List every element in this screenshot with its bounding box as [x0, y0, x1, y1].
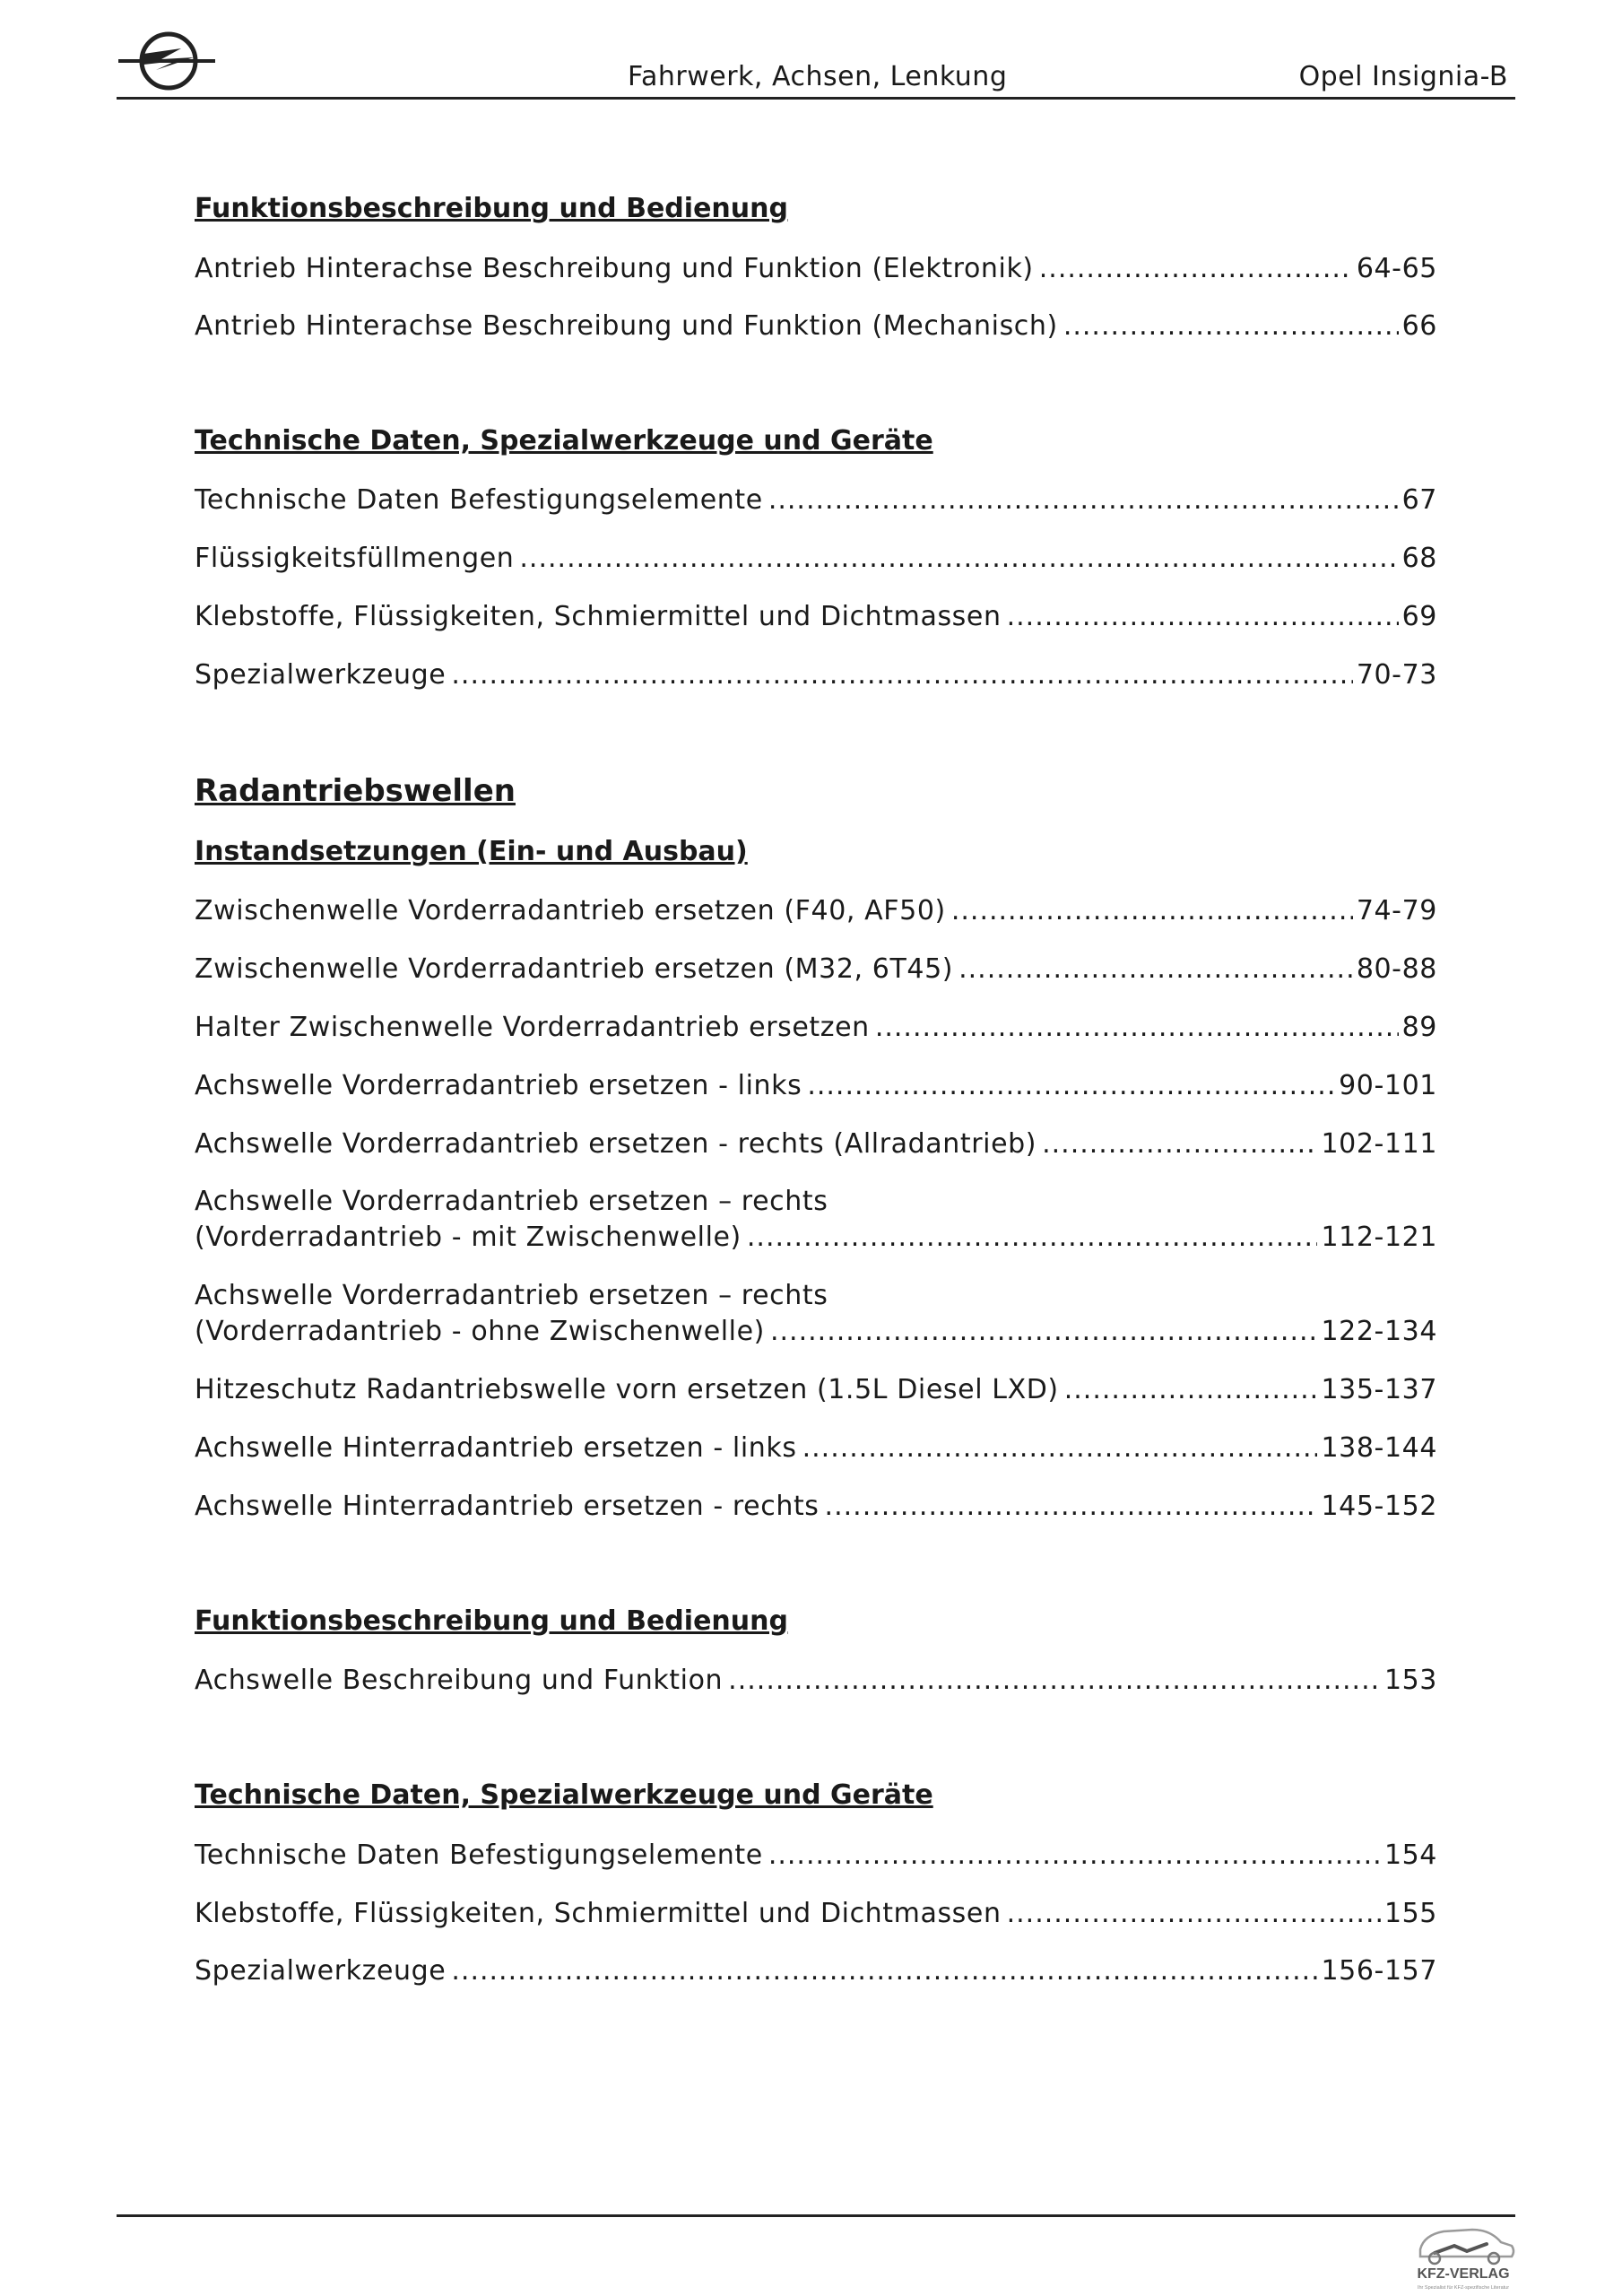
toc-entry-page: 68 [1401, 543, 1437, 574]
toc-entry[interactable] [195, 1431, 1437, 1466]
toc-entry[interactable] [195, 1068, 1437, 1104]
footer-divider [117, 2214, 1515, 2217]
dot-leader [451, 1953, 1317, 1989]
toc-entry[interactable] [195, 1010, 1437, 1046]
dot-leader [768, 483, 1399, 518]
toc-entry-page: 90-101 [1339, 1070, 1437, 1101]
section-heading: Technische Daten, Spezialwerkzeuge und Geräte [195, 425, 933, 457]
toc-entry-text: Spezialwerkzeuge [195, 659, 447, 691]
toc-entry[interactable] [195, 483, 1437, 518]
toc-entry[interactable] [195, 1372, 1437, 1408]
toc-entry-text: Achswelle Hinterradantrieb ersetzen - rechts [195, 1491, 820, 1522]
toc-entry-text: Technische Daten Befestigungselemente [195, 484, 763, 516]
dot-leader [958, 952, 1353, 987]
toc-entry[interactable] [195, 1896, 1437, 1932]
toc-entry[interactable] [195, 1663, 1437, 1699]
toc-entry-text: Antrieb Hinterachse Beschreibung und Funktion (Mechanisch) [195, 310, 1058, 342]
toc-entry-page: 80-88 [1356, 953, 1437, 985]
toc-entry-text: (Vorderradantrieb - mit Zwischenwelle) [195, 1222, 742, 1253]
dot-leader [807, 1068, 1335, 1104]
dot-leader [1063, 309, 1399, 344]
toc-entry-page: 70-73 [1356, 659, 1437, 691]
toc-entry[interactable] [195, 893, 1437, 929]
publisher-tagline: Ihr Spezialist für KFZ-spezifische Literatur [1417, 2285, 1510, 2291]
page-header [117, 27, 1515, 100]
toc-entry-text: Achswelle Beschreibung und Funktion [195, 1665, 724, 1696]
toc-entry-page: 145-152 [1321, 1491, 1437, 1522]
section-heading: Funktionsbeschreibung und Bedienung [195, 193, 788, 224]
toc-entry[interactable] [195, 599, 1437, 635]
toc-entry-text: Technische Daten Befestigungselemente [195, 1839, 763, 1871]
section-heading: Instandsetzungen (Ein- und Ausbau) [195, 836, 748, 867]
header-vehicle-title: Opel Insignia-B [1298, 61, 1508, 92]
header-section-title: Fahrwerk, Achsen, Lenkung [628, 61, 1008, 92]
toc-entry-page: 69 [1401, 601, 1437, 632]
toc-entry-text: Klebstoffe, Flüssigkeiten, Schmiermittel und Dichtmassen [195, 601, 1002, 632]
dot-leader [1042, 1126, 1317, 1162]
toc-entry[interactable] [195, 1838, 1437, 1874]
toc-entry[interactable] [195, 1489, 1437, 1525]
section-heading: Funktionsbeschreibung und Bedienung [195, 1605, 788, 1637]
dot-leader [1064, 1372, 1318, 1408]
dot-leader [1007, 599, 1399, 635]
dot-leader [875, 1010, 1399, 1046]
toc-entry-text: Achswelle Vorderradantrieb ersetzen - links [195, 1070, 802, 1101]
toc-entry[interactable] [195, 1278, 1437, 1350]
toc-entry-text: (Vorderradantrieb - ohne Zwischenwelle) [195, 1316, 765, 1347]
kfz-verlag-logo-icon [1408, 2219, 1520, 2296]
toc-entry-page: 89 [1401, 1012, 1437, 1043]
toc-entry-page: 64-65 [1356, 253, 1437, 284]
toc-entry-text: Achswelle Vorderradantrieb ersetzen - rechts (Allradantrieb) [195, 1128, 1037, 1160]
toc-entry[interactable] [195, 309, 1437, 344]
toc-entry-text-line1: Achswelle Vorderradantrieb ersetzen – rechts [195, 1186, 828, 1217]
dot-leader [951, 893, 1353, 929]
toc-entry-page: 102-111 [1321, 1128, 1437, 1160]
dot-leader [802, 1431, 1318, 1466]
dot-leader [1039, 251, 1353, 287]
chapter-heading: Radantriebswellen [195, 773, 516, 809]
toc-entry-page: 67 [1401, 484, 1437, 516]
dot-leader [825, 1489, 1318, 1525]
toc-entry-text: Zwischenwelle Vorderradantrieb ersetzen (F40, AF50) [195, 895, 946, 926]
toc-entry-text: Flüssigkeitsfüllmengen [195, 543, 515, 574]
dot-leader [451, 657, 1352, 693]
toc-entry-text: Zwischenwelle Vorderradantrieb ersetzen (M32, 6T45) [195, 953, 954, 985]
toc-entry[interactable] [195, 541, 1437, 577]
toc-entry-page: 155 [1383, 1898, 1437, 1929]
publisher-name: KFZ-VERLAG [1417, 2266, 1510, 2282]
toc-entry[interactable] [195, 952, 1437, 987]
toc-entry-text: Achswelle Hinterradantrieb ersetzen - links [195, 1432, 797, 1464]
dot-leader [768, 1838, 1381, 1874]
dot-leader [728, 1663, 1381, 1699]
dot-leader [1007, 1896, 1381, 1932]
toc-entry-page: 74-79 [1356, 895, 1437, 926]
toc-entry-page: 154 [1383, 1839, 1437, 1871]
toc-entry-text: Spezialwerkzeuge [195, 1955, 447, 1987]
toc-entry-text: Klebstoffe, Flüssigkeiten, Schmiermittel und Dichtmassen [195, 1898, 1002, 1929]
toc-entry-page: 122-134 [1321, 1316, 1437, 1347]
toc-entry-text: Hitzeschutz Radantriebswelle vorn ersetzen (1.5L Diesel LXD) [195, 1374, 1059, 1405]
toc-entry-page: 153 [1383, 1665, 1437, 1696]
toc-entry-text: Halter Zwischenwelle Vorderradantrieb ersetzen [195, 1012, 870, 1043]
dot-leader [747, 1220, 1318, 1256]
toc-entry-text: Antrieb Hinterachse Beschreibung und Funktion (Elektronik) [195, 253, 1034, 284]
dot-leader [519, 541, 1398, 577]
dot-leader [770, 1314, 1317, 1350]
toc-entry-page: 138-144 [1321, 1432, 1437, 1464]
toc-entry[interactable] [195, 657, 1437, 693]
toc-entry-page: 66 [1401, 310, 1437, 342]
toc-entry[interactable] [195, 1126, 1437, 1162]
section-heading: Technische Daten, Spezialwerkzeuge und Geräte [195, 1779, 933, 1811]
toc-entry-text-line1: Achswelle Vorderradantrieb ersetzen – rechts [195, 1280, 828, 1311]
toc-entry-page: 112-121 [1321, 1222, 1437, 1253]
toc-entry-page: 135-137 [1321, 1374, 1437, 1405]
toc-entry-page: 156-157 [1321, 1955, 1437, 1987]
toc-entry[interactable] [195, 251, 1437, 287]
toc-entry[interactable] [195, 1953, 1437, 1989]
toc-entry[interactable] [195, 1184, 1437, 1256]
opel-logo-icon [117, 27, 217, 93]
